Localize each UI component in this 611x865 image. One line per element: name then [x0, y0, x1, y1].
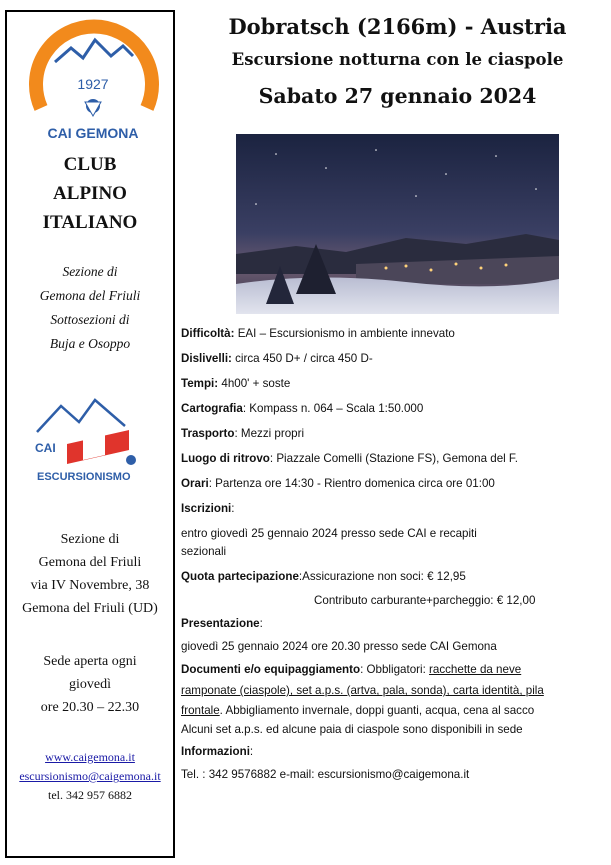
ritrovo-line: Luogo di ritrovo: Piazzale Comelli (Stazione FS), Gemona del F. — [181, 452, 518, 465]
page-title: Dobratsch (2166m) - Austria — [228, 14, 567, 39]
mountain-icon — [37, 400, 125, 432]
documenti-line-1: Documenti e/o equipaggiamento: Obbligatori: racchette da neve — [181, 663, 522, 676]
informazioni-text: Tel. : 342 9576882 e-mail: escursionismo@caigemona.it — [181, 768, 470, 781]
flag-white-band — [83, 435, 105, 460]
opening-hours: Sede aperta ogni giovedì ore 20.30 – 22.30 — [40, 654, 140, 715]
website-link[interactable]: www.caigemona.it — [45, 750, 135, 764]
informazioni-heading: Informazioni: — [181, 745, 254, 758]
email-link[interactable]: escursionismo@caigemona.it — [19, 769, 161, 783]
documenti-line-2: ramponate (ciaspole), set a.p.s. (artva, pala, sonda), carta identità, pila — [181, 684, 544, 697]
logo-arc — [36, 26, 152, 108]
quota-line: Quota partecipazione:Assicurazione non soci: € 12,95 — [181, 570, 466, 583]
esc-logo-top-text: CAI — [35, 441, 56, 455]
logo-year: 1927 — [77, 76, 109, 92]
esc-logo-bottom-text: ESCURSIONISMO — [37, 471, 131, 483]
quota-line-2: Contributo carburante+parcheggio: € 12,00 — [314, 594, 536, 607]
cartografia-line: Cartografia: Kompass n. 064 – Scala 1:50.000 — [181, 402, 424, 415]
page-subtitle: Escursione notturna con le ciaspole — [231, 50, 564, 69]
section-address: Sezione di Gemona del Friuli via IV Novembre, 38 Gemona del Friuli (UD) — [22, 532, 158, 616]
orari-line: Orari: Partenza ore 14:30 - Rientro domenica circa ore 01:00 — [181, 477, 495, 490]
documenti-line-4: Alcuni set a.p.s. ed alcune paia di ciaspole sono disponibili in sede — [181, 723, 523, 736]
phone-number: tel. 342 957 6882 — [48, 788, 132, 802]
iscrizioni-heading: Iscrizioni: — [181, 502, 235, 515]
dislivelli-line: Dislivelli: circa 450 D+ / circa 450 D- — [181, 352, 373, 365]
presentazione-text: giovedì 25 gennaio 2024 ore 20.30 presso sede CAI Gemona — [181, 640, 497, 653]
escursionismo-logo — [31, 392, 147, 488]
night-landscape-photo — [236, 134, 559, 314]
tempi-line: Tempi: 4h00' + soste — [181, 377, 291, 390]
presentazione-heading: Presentazione: — [181, 617, 263, 630]
difficolta-line: Difficoltà: EAI – Escursionismo in ambiente innevato — [181, 327, 455, 340]
documenti-line-3: frontale. Abbigliamento invernale, doppi guanti, acqua, cena al sacco — [181, 704, 535, 717]
logo-arc-text: CAI GEMONA — [47, 125, 139, 141]
iscrizioni-text-2: sezionali — [181, 545, 227, 558]
sezione-text: Sezione di Gemona del Friuli Sottosezioni di Buja e Osoppo — [39, 264, 141, 351]
mountain-icon — [55, 40, 133, 62]
cai-gemona-logo — [23, 16, 163, 146]
club-name: CLUB ALPINO ITALIANO — [42, 154, 138, 233]
event-date: Sabato 27 gennaio 2024 — [258, 84, 537, 108]
cai-emblem-icon — [126, 455, 136, 465]
contacts — [7, 748, 173, 805]
sidebar — [5, 10, 175, 858]
iscrizioni-text-1: entro giovedì 25 gennaio 2024 presso sede CAI e recapiti — [181, 527, 477, 540]
trasporto-line: Trasporto: Mezzi propri — [181, 427, 305, 440]
